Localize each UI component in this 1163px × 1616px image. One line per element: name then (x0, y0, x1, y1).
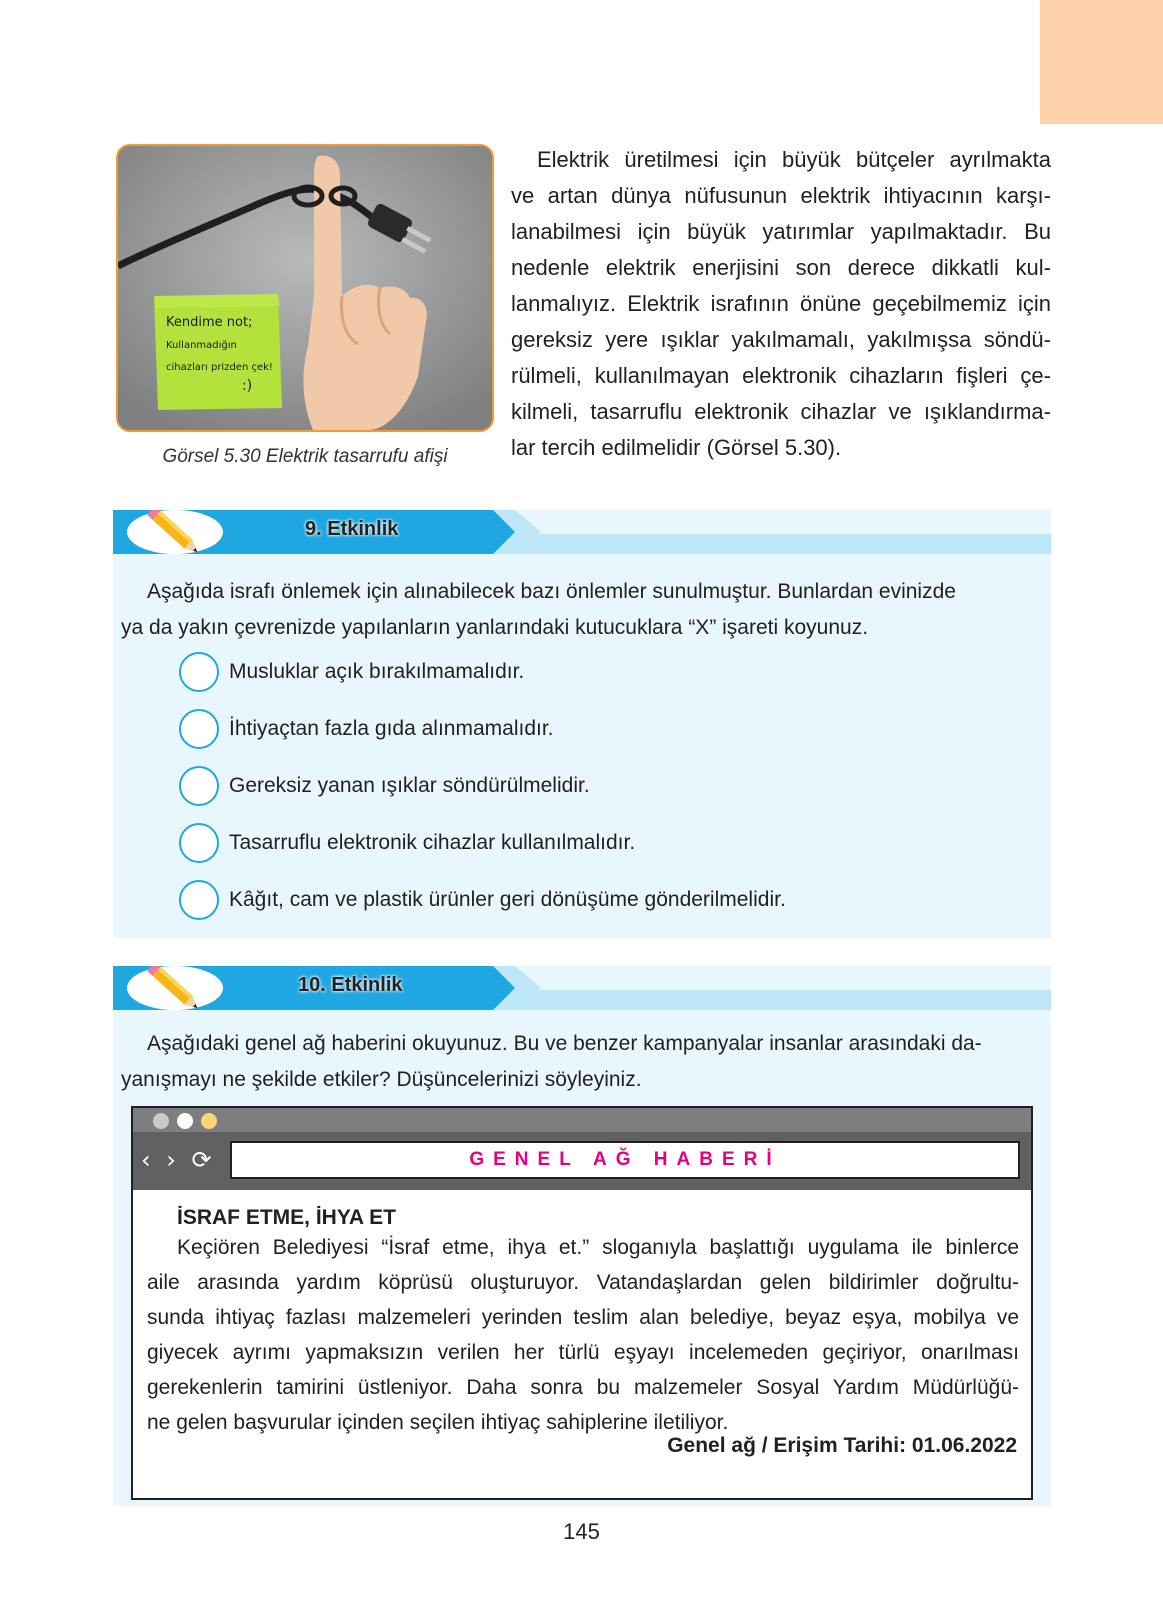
news-body (147, 1230, 1019, 1440)
figure-caption: Görsel 5.30 Elektrik tasarrufu afişi (162, 446, 448, 467)
intro-line: nedenle elektrik enerjisini son derece dikkatli kul- (511, 255, 1051, 280)
intro-line: Elektrik üretilmesi için büyük bütçeler ayrılmakta (537, 147, 1051, 172)
address-bar-text: GENEL AĞ HABERİ (469, 1149, 781, 1170)
checklist-item (179, 878, 786, 922)
activity-10-instruction (121, 1026, 1041, 1098)
window-dot-gray (153, 1113, 169, 1129)
news-line: giyecek ayrımı yapmaksızın verilen her türlü eşyayı incelemeden geçiriyor, onarılması (147, 1341, 1019, 1364)
instruction-line: yanışmayı ne şekilde etkiler? Düşüncelerinizi söyleyiniz. (121, 1068, 642, 1091)
checklist-item-label: Musluklar açık bırakılmamalıdır. (229, 660, 525, 683)
news-line: Keçiören Belediyesi “İsraf etme, ihya et.” sloganıyla başlattığı uygulama ile binlerce (177, 1236, 1019, 1259)
window-dot-yellow (201, 1113, 217, 1129)
intro-line: ve artan dünya nüfusunun elektrik ihtiyacının karşı- (511, 183, 1051, 208)
note-line-1: Kendime not; (166, 315, 253, 330)
instruction-line: Aşağıda israfı önlemek için alınabilecek bazı önlemler sunulmuştur. Bunlardan evinizde (147, 580, 956, 603)
checklist-item (179, 821, 635, 865)
news-line: aile arasında yardım köprüsü oluşturuyor. Vatandaşlardan gelen bildirimler doğrultu- (147, 1271, 1019, 1294)
activity-9 (113, 510, 1051, 938)
checklist-item-label: Kâğıt, cam ve plastik ürünler geri dönüşüme gönderilmelidir. (229, 888, 786, 911)
note-smiley: :) (242, 378, 253, 394)
intro-line: lanabilmesi için büyük yatırımlar yapılmaktadır. Bu (511, 219, 1051, 244)
checkbox-circle[interactable] (179, 766, 219, 806)
checklist-item (179, 650, 524, 694)
news-line: sunda ihtiyaç fazlası malzemeleri yerinden teslim alan belediye, beyaz eşya, mobilya ve (147, 1306, 1019, 1329)
intro-paragraph (511, 142, 1051, 466)
intro-line: rülmeli, kullanılmayan elektronik cihazların fişleri çe- (511, 363, 1051, 388)
checkbox-circle[interactable] (179, 880, 219, 920)
corner-tab (1040, 0, 1163, 124)
activity-9-instruction (121, 574, 1041, 646)
news-line: gerekenlerin tamirini üstleniyor. Daha sonra bu malzemeler Sosyal Yardım Müdürlüğü- (147, 1376, 1019, 1399)
news-source: Genel ağ / Erişim Tarihi: 01.06.2022 (667, 1434, 1017, 1457)
activity-10-header (113, 966, 1051, 1010)
news-browser-window (131, 1106, 1033, 1500)
address-bar[interactable] (230, 1141, 1020, 1179)
activity-9-header (113, 510, 1051, 554)
page-number: 145 (563, 1519, 600, 1544)
intro-line: kilmeli, tasarruflu elektronik cihazlar ve ışıklandırma- (511, 399, 1051, 424)
figure-energy-saving-poster (116, 144, 494, 432)
poster-illustration (118, 146, 492, 430)
note-line-2: Kullanmadığın (166, 340, 237, 351)
checkbox-circle[interactable] (179, 652, 219, 692)
checklist-item (179, 764, 590, 808)
checkbox-circle[interactable] (179, 709, 219, 749)
checkbox-circle[interactable] (179, 823, 219, 863)
intro-line: lar tercih edilmelidir (Görsel 5.30). (511, 435, 842, 460)
note-line-3: cihazları prizden çek! (166, 362, 273, 373)
activity-9-title: 9. Etkinlik (305, 518, 399, 540)
activity-10-title: 10. Etkinlik (298, 974, 403, 996)
checklist-item-label: İhtiyaçtan fazla gıda alınmamalıdır. (229, 717, 554, 740)
checklist-item-label: Gereksiz yanan ışıklar söndürülmelidir. (229, 774, 590, 797)
nav-back-forward-refresh-icons[interactable]: ‹ › ⟳ (141, 1146, 216, 1174)
checklist-item-label: Tasarruflu elektronik cihazlar kullanılmalıdır. (229, 831, 636, 854)
intro-line: lanmalıyız. Elektrik israfının önüne geçebilmemiz için (511, 291, 1051, 316)
instruction-line: ya da yakın çevrenizde yapılanların yanlarındaki kutucuklara “X” işareti koyunuz. (121, 616, 869, 639)
instruction-line: Aşağıdaki genel ağ haberini okuyunuz. Bu ve benzer kampanyalar insanlar arasındaki da- (147, 1032, 982, 1055)
news-line: ne gelen başvurular içinden seçilen ihtiyaç sahiplerine iletiliyor. (147, 1411, 729, 1434)
news-title: İSRAF ETME, İHYA ET (177, 1206, 396, 1229)
checklist-item (179, 707, 554, 751)
browser-titlebar (133, 1108, 1031, 1132)
browser-navbar (133, 1132, 1031, 1190)
window-dot-white (177, 1113, 193, 1129)
intro-line: gereksiz yere ışıklar yakılmamalı, yakılmışsa söndü- (511, 327, 1051, 352)
